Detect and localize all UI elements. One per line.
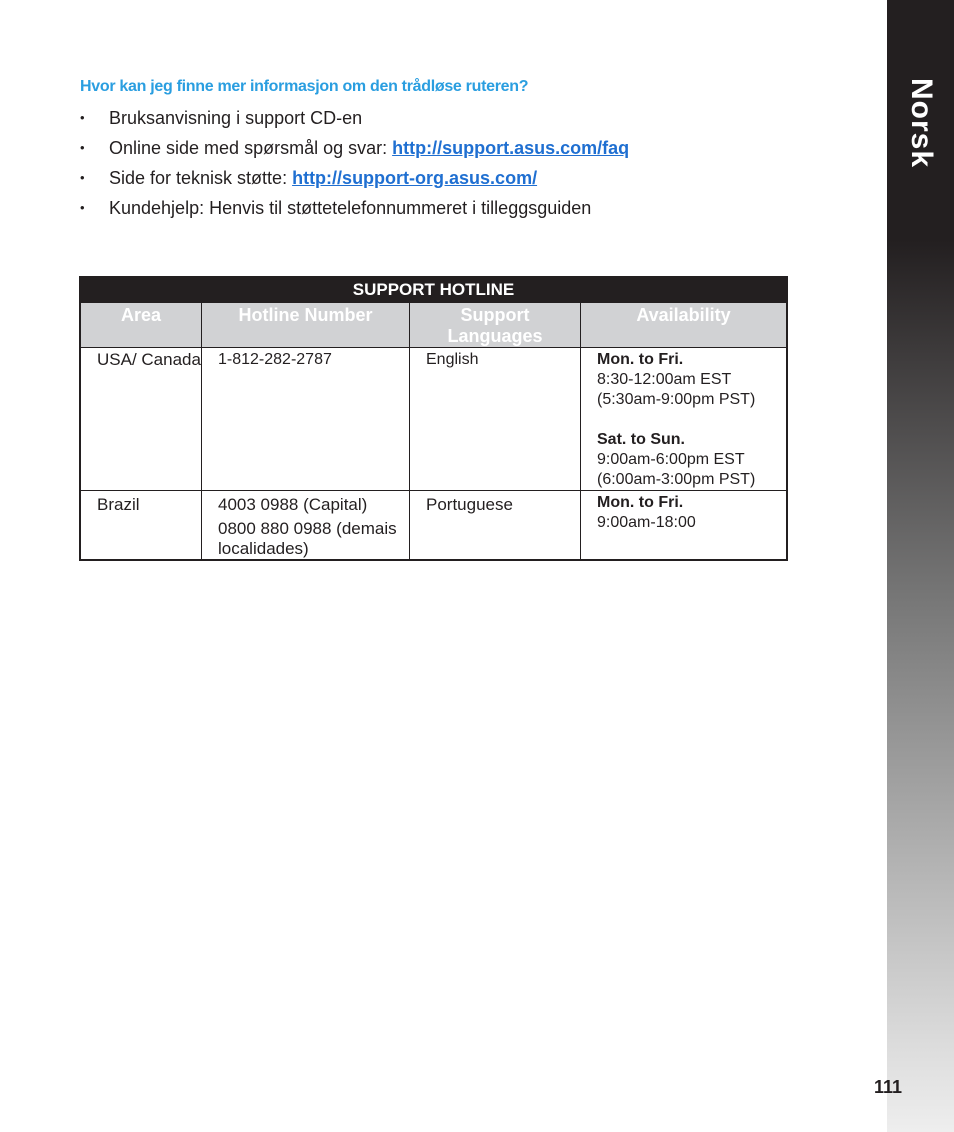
list-item [80, 196, 629, 226]
days: Mon. to Fri. [597, 351, 684, 368]
availability-cell [581, 491, 788, 561]
header-languages: Support Languages [410, 303, 581, 348]
list-item-text: Kundehjelp: Henvis til støttetelefonnummeret i tilleggsguiden [109, 198, 592, 218]
list-item [80, 166, 629, 196]
table-row [80, 348, 787, 491]
support-hotline-table [79, 276, 788, 561]
language-cell: English [410, 348, 581, 491]
hours: (6:00am-3:00pm PST) [597, 471, 756, 488]
hotline-cell [202, 491, 410, 561]
list-item-text: Bruksanvisning i support CD-en [109, 108, 363, 128]
support-link[interactable]: http://support-org.asus.com/ [292, 168, 538, 188]
area-cell: Brazil [80, 491, 202, 561]
header-availability: Availability [581, 303, 788, 348]
section-heading: Hvor kan jeg finne mer informasjon om den trådløse ruteren? [80, 78, 529, 95]
header-area: Area [80, 303, 202, 348]
table-row [80, 491, 787, 561]
hotline-cell: 1-812-282-2787 [202, 348, 410, 491]
faq-link[interactable]: http://support.asus.com/faq [392, 138, 630, 158]
days: Mon. to Fri. [597, 494, 684, 511]
availability-cell [581, 348, 788, 491]
table-title: SUPPORT HOTLINE [80, 277, 787, 303]
hours: (5:30am-9:00pm PST) [597, 391, 756, 408]
area-cell: USA/ Canada [80, 348, 202, 491]
list-item [80, 106, 629, 136]
info-list [80, 106, 629, 226]
hours: 9:00am-18:00 [597, 514, 696, 531]
language-cell: Portuguese [410, 491, 581, 561]
days: Sat. to Sun. [597, 431, 685, 448]
language-sidebar [887, 0, 954, 1132]
list-item [80, 136, 629, 166]
header-hotline: Hotline Number [202, 303, 410, 348]
list-item-text: Side for teknisk støtte: [109, 168, 293, 188]
list-item-text: Online side med spørsmål og svar: [109, 138, 393, 158]
hours: 9:00am-6:00pm EST [597, 451, 745, 468]
hours: 8:30-12:00am EST [597, 371, 732, 388]
language-tab-label: Norsk [905, 77, 939, 169]
hotline-number: 0800 880 0988 (demais localidades) [218, 519, 397, 558]
page-number: 111 [874, 1077, 903, 1097]
hotline-number: 4003 0988 (Capital) [218, 495, 368, 514]
language-tab [898, 78, 944, 168]
